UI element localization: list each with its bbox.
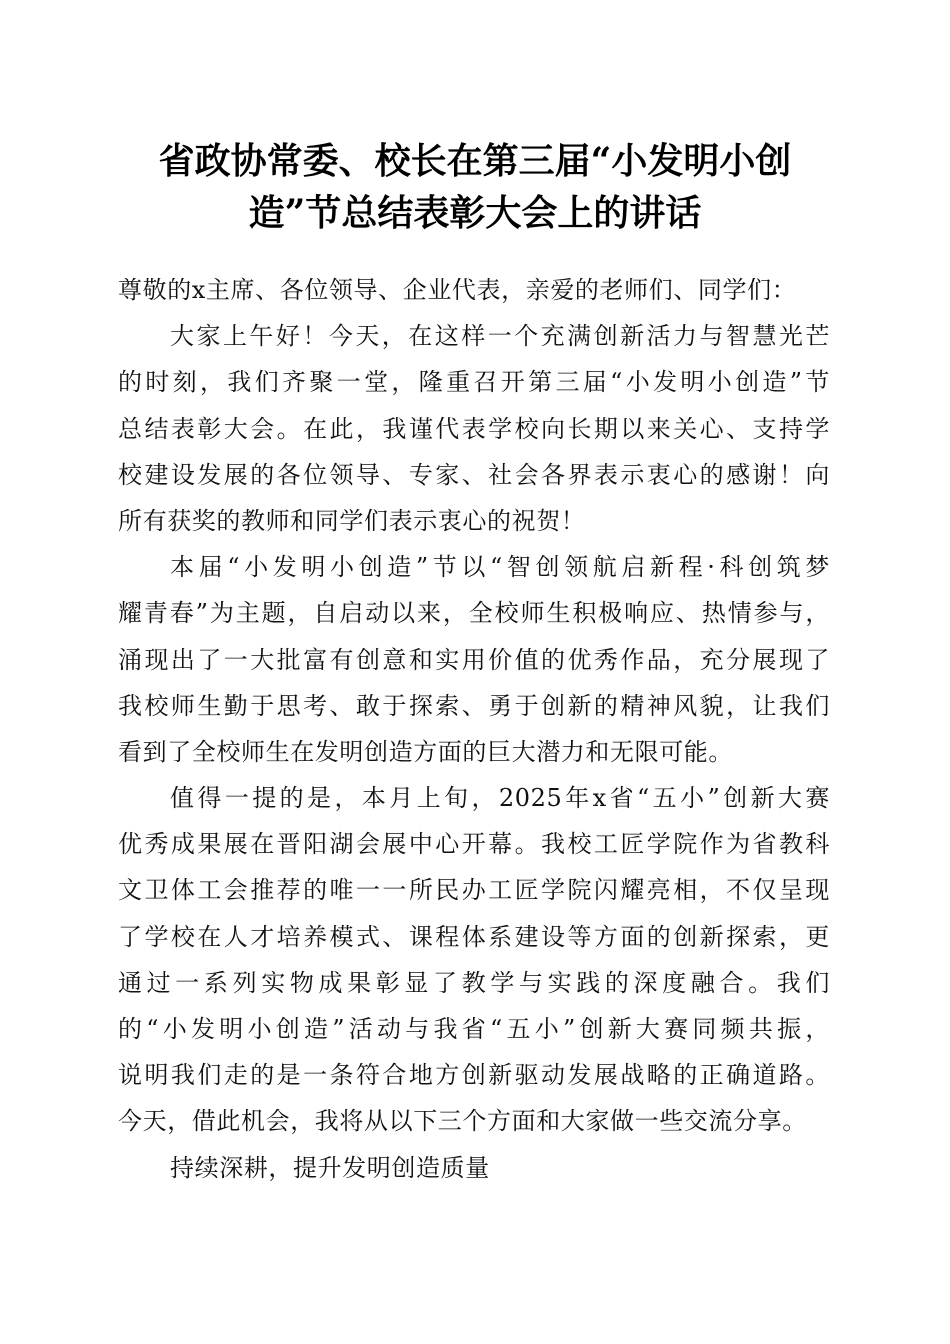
salutation-line: 尊敬的x主席、各位领导、企业代表，亲爱的老师们、同学们： <box>118 276 797 304</box>
section-heading: 持续深耕，提升发明创造质量 <box>170 1153 490 1182</box>
text-line: 的时刻，我们齐聚一堂，隆重召开第三届“小发明小创造”节 <box>118 368 830 397</box>
text-line: 耀青春”为主题，自启动以来，全校师生积极响应、热情参与， <box>118 599 830 628</box>
text-line: 看到了全校师生在发明创造方面的巨大潜力和无限可能。 <box>118 737 733 766</box>
title-line-1: 省政协常委、校长在第三届“小发明小创 <box>158 140 792 182</box>
text-line: 的“小发明小创造”活动与我省“五小”创新大赛同频共振， <box>118 1015 830 1043</box>
title-line-2: 造”节总结表彰大会上的讲话 <box>248 192 702 234</box>
text-line: 本届“小发明小创造”节以“智创领航启新程·科创筑梦 <box>170 553 830 582</box>
text-line: 我校师生勤于思考、敢于探索、勇于创新的精神风貌，让我们 <box>118 691 830 720</box>
text-line: 总结表彰大会。在此，我谨代表学校向长期以来关心、支持学 <box>118 414 830 443</box>
text-line: 校建设发展的各位领导、专家、社会各界表示衷心的感谢！向 <box>118 460 830 489</box>
text-line: 大家上午好！今天，在这样一个充满创新活力与智慧光芒 <box>170 322 830 351</box>
text-line: 了学校在人才培养模式、课程体系建设等方面的创新探索，更 <box>118 922 830 951</box>
text-line: 涌现出了一大批富有创意和实用价值的优秀作品，充分展现了 <box>118 645 830 674</box>
text-line: 优秀成果展在晋阳湖会展中心开幕。我校工匠学院作为省教科 <box>118 830 830 859</box>
text-line: 今天，借此机会，我将从以下三个方面和大家做一些交流分享。 <box>118 1107 807 1136</box>
text-line: 通过一系列实物成果彰显了教学与实践的深度融合。我们 <box>118 968 830 997</box>
document-body <box>118 267 830 1191</box>
text-line: 文卫体工会推荐的唯一一所民办工匠学院闪耀亮相，不仅呈现 <box>118 876 830 905</box>
text-line: 说明我们走的是一条符合地方创新驱动发展战略的正确道路。 <box>118 1061 830 1090</box>
text-line: 值得一提的是，本月上旬，2025年x省“五小”创新大赛 <box>170 784 830 813</box>
text-line: 所有获奖的教师和同学们表示衷心的祝贺！ <box>118 506 586 535</box>
document-title <box>120 135 830 239</box>
